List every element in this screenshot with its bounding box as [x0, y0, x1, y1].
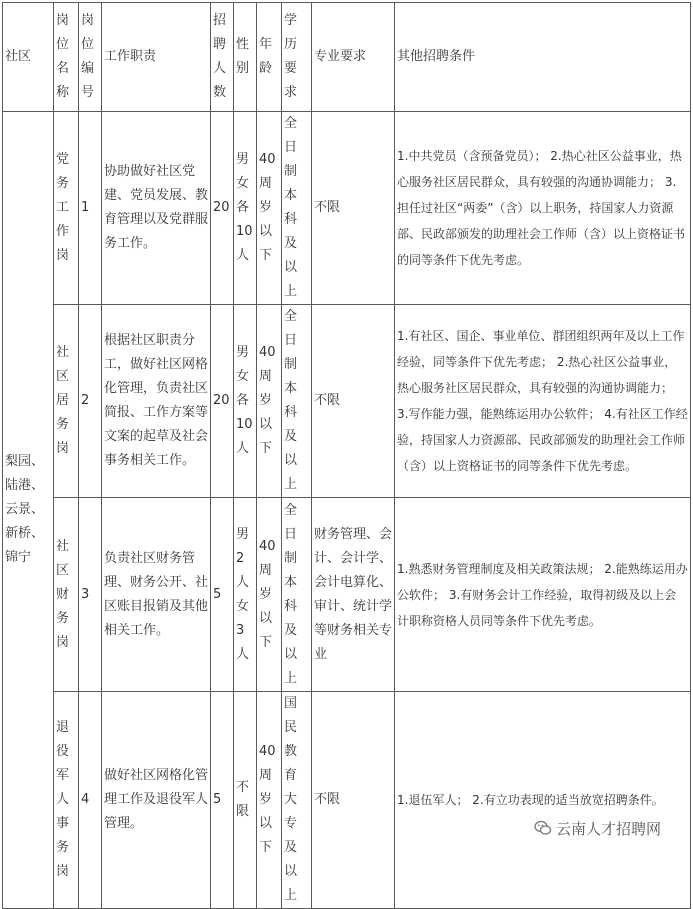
- count-cell: 20: [211, 112, 234, 305]
- duty-cell: 负责社区财务管理、财务公开、社区账目报销及其他相关工作。: [102, 498, 211, 692]
- header-row: [3, 3, 691, 112]
- education-cell: 全日制本科及以上: [282, 112, 312, 305]
- table-row: [3, 112, 691, 305]
- header-post-name: 岗位名称: [54, 3, 79, 112]
- header-community: 社区: [3, 3, 54, 112]
- post-name-cell: 退役军人事务岗: [54, 692, 79, 909]
- major-cell: 不限: [312, 305, 395, 498]
- recruitment-table: [2, 2, 691, 909]
- major-cell: 财务管理、会计、会计学、会计电算化、审计、统计学等财务相关专业: [312, 498, 395, 692]
- other-cell: 1.熟悉财务管理制度及相关政策法规； 2.能熟练运用办公软件； 3.有财务会计工作经验，取得初级及以上会计职称资格人员同等条件下优先考虑。: [395, 498, 691, 692]
- count-cell: 5: [211, 498, 234, 692]
- header-age: 年龄: [257, 3, 282, 112]
- other-cell: 1.中共党员（含预备党员）； 2.热心社区公益事业，热心服务社区居民群众，具有较强的沟通协调能力； 3.担任过社区“两委”（含）以上职务，持国家人力资源部、民政部颁发的助理社会工作师（含）以上资格证书的同等条件下优先考虑。: [395, 112, 691, 305]
- duty-cell: 协助做好社区党建、党员发展、教育管理以及党群服务工作。: [102, 112, 211, 305]
- duty-cell: 做好社区网格化管理工作及退役军人管理。: [102, 692, 211, 909]
- header-other: 其他招聘条件: [395, 3, 691, 112]
- gender-cell: 男女各10人: [234, 112, 257, 305]
- table-row: [3, 692, 691, 909]
- post-name-cell: 社区居务岗: [54, 305, 79, 498]
- watermark-text: 云南人才招聘网: [556, 819, 662, 838]
- education-cell: 国民教育大专及以上: [282, 692, 312, 909]
- other-cell: 1.退伍军人； 2.有立功表现的适当放宽招聘条件。: [395, 692, 691, 909]
- post-name-cell: 党务工作岗: [54, 112, 79, 305]
- age-cell: 40周岁以下: [257, 112, 282, 305]
- education-cell: 全日制本科及以上: [282, 498, 312, 692]
- table-row: [3, 498, 691, 692]
- header-count: 招聘人数: [211, 3, 234, 112]
- count-cell: 5: [211, 692, 234, 909]
- wechat-icon: [534, 819, 552, 837]
- watermark: [534, 815, 661, 841]
- gender-cell: 男女各10人: [234, 305, 257, 498]
- gender-cell: 男2人女3人: [234, 498, 257, 692]
- other-cell: 1.有社区、国企、事业单位、群团组织两年及以上工作经验，同等条件下优先考虑； 2.热心社区公益事业，热心服务社区居民群众，具有较强的沟通协调能力； 3.写作能力强，能熟练运用办公软件； 4.有社区工作经验，持国家人力资源部、民政部颁发的助理社会工作师（含）以上资格证书的同等条件下优先考虑。: [395, 305, 691, 498]
- post-name-cell: 社区财务岗: [54, 498, 79, 692]
- count-cell: 20: [211, 305, 234, 498]
- education-cell: 全日制本科及以上: [282, 305, 312, 498]
- community-cell: 梨园、陆港、云景、新桥、锦宁: [3, 112, 54, 909]
- duty-cell: 根据社区职责分工，做好社区网格化管理，负责社区简报、工作方案等文案的起草及社会事务相关工作。: [102, 305, 211, 498]
- header-post-code: 岗位编号: [79, 3, 102, 112]
- age-cell: 40周岁以下: [257, 305, 282, 498]
- header-major: 专业要求: [312, 3, 395, 112]
- post-code-cell: 3: [79, 498, 102, 692]
- header-duty: 工作职责: [102, 3, 211, 112]
- major-cell: 不限: [312, 692, 395, 909]
- header-education: 学历要求: [282, 3, 312, 112]
- age-cell: 40周岁以下: [257, 498, 282, 692]
- post-code-cell: 2: [79, 305, 102, 498]
- gender-cell: 不限: [234, 692, 257, 909]
- major-cell: 不限: [312, 112, 395, 305]
- post-code-cell: 1: [79, 112, 102, 305]
- header-gender: 性别: [234, 3, 257, 112]
- table-row: [3, 305, 691, 498]
- age-cell: 40周岁以下: [257, 692, 282, 909]
- post-code-cell: 4: [79, 692, 102, 909]
